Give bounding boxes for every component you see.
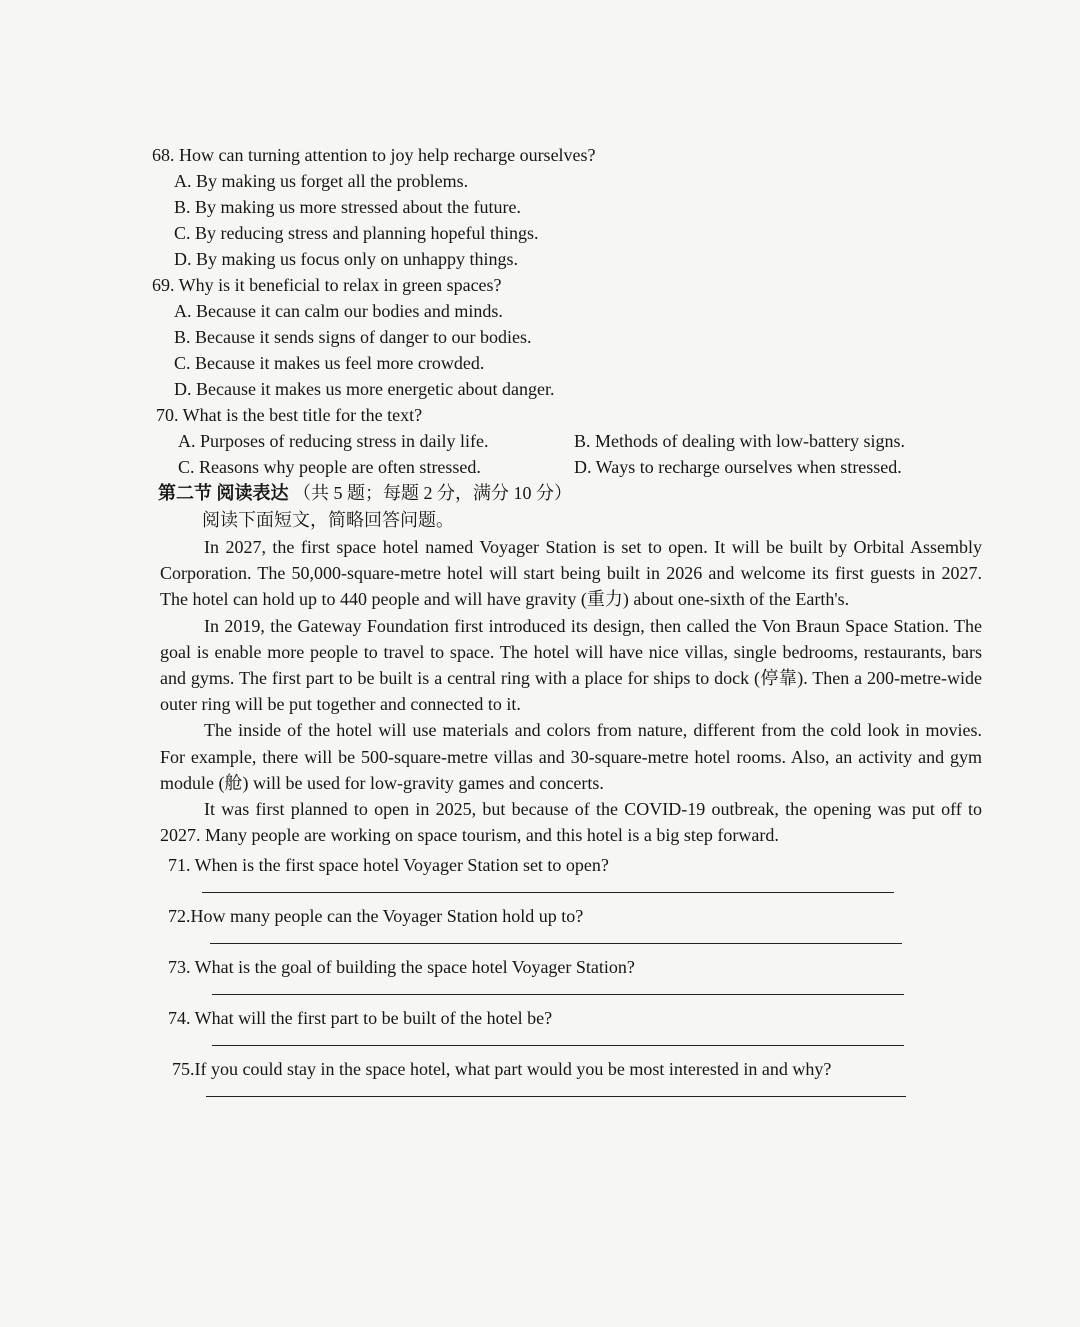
option-c: C. By reducing stress and planning hopeful things. — [174, 223, 539, 243]
question-stem: 68. How can turning attention to joy help recharge ourselves? — [152, 145, 596, 165]
question-text: 71. When is the first space hotel Voyager Station set to open? — [168, 855, 609, 876]
option-b: B. Because it sends signs of danger to our bodies. — [174, 327, 532, 347]
reading-passage — [152, 534, 982, 848]
option-c: C. Reasons why people are often stressed. — [178, 457, 481, 477]
option-a: A. Purposes of reducing stress in daily life. — [178, 431, 489, 451]
passage-paragraph: The inside of the hotel will use materials and colors from nature, different from the cold look in movies. For example, there will be 500-square-metre villas and 30-square-metre hotel rooms. Also, an activity and gym module (舱) will be used for low-gravity games and concerts. — [160, 720, 982, 793]
section-instruction: 阅读下面短文，简略回答问题。 — [202, 510, 454, 530]
question-68 — [152, 142, 982, 272]
answer-line[interactable] — [212, 1045, 904, 1046]
open-question-71 — [152, 852, 982, 893]
option-a: A. By making us forget all the problems. — [174, 171, 469, 191]
passage-paragraph: In 2027, the first space hotel named Voyager Station is set to open. It will be built by Orbital Assembly Corporation. The 50,000-square-metre hotel will start being built in 2026 and welcome its first guests in 2027. The hotel can hold up to 440 people and will have gravity (重力) about one-sixth of the Earth's. — [160, 537, 982, 610]
open-question-75 — [152, 1056, 982, 1097]
option-row — [152, 454, 982, 480]
option-c: C. Because it makes us feel more crowded. — [174, 353, 485, 373]
answer-line[interactable] — [212, 994, 904, 995]
answer-line[interactable] — [202, 892, 894, 893]
question-stem: 70. What is the best title for the text? — [156, 405, 423, 425]
open-question-72 — [152, 903, 982, 944]
question-text: 75.If you could stay in the space hotel, what part would you be most interested in and why? — [172, 1059, 832, 1080]
section-scoring: （共 5 题；每题 2 分，满分 10 分） — [293, 483, 572, 503]
question-text: 74. What will the first part to be built of the hotel be? — [168, 1008, 553, 1029]
option-b: B. By making us more stressed about the future. — [174, 197, 521, 217]
question-stem: 69. Why is it beneficial to relax in green spaces? — [152, 275, 502, 295]
option-a: A. Because it can calm our bodies and minds. — [174, 301, 503, 321]
section-heading — [152, 480, 982, 507]
open-question-73 — [152, 954, 982, 995]
answer-line[interactable] — [206, 1096, 906, 1097]
option-d: D. Because it makes us more energetic about danger. — [174, 379, 555, 399]
option-b: B. Methods of dealing with low-battery signs. — [574, 431, 905, 451]
option-d: D. Ways to recharge ourselves when stressed. — [574, 457, 902, 477]
option-row — [152, 428, 982, 454]
question-text: 73. What is the goal of building the space hotel Voyager Station? — [168, 957, 635, 978]
passage-paragraph: It was first planned to open in 2025, but because of the COVID-19 outbreak, the opening was put off to 2027. Many people are working on space tourism, and this hotel is a big step forward. — [160, 799, 982, 846]
option-d: D. By making us focus only on unhappy things. — [174, 249, 518, 269]
page-content — [152, 142, 982, 1097]
passage-paragraph: In 2019, the Gateway Foundation first introduced its design, then called the Von Braun Space Station. The goal is enable more people to travel to space. The hotel will have nice villas, single bedrooms, restaurants, bars and gyms. The first part to be built is a central ring with a place for ships to dock (停靠). Then a 200-metre-wide outer ring will be put together and connected to it. — [160, 615, 982, 715]
answer-line[interactable] — [210, 943, 902, 944]
question-text: 72.How many people can the Voyager Station hold up to? — [168, 906, 584, 927]
question-70 — [152, 402, 982, 480]
section-title: 第二节 阅读表达 — [158, 483, 289, 503]
question-69 — [152, 272, 982, 402]
open-question-74 — [152, 1005, 982, 1046]
